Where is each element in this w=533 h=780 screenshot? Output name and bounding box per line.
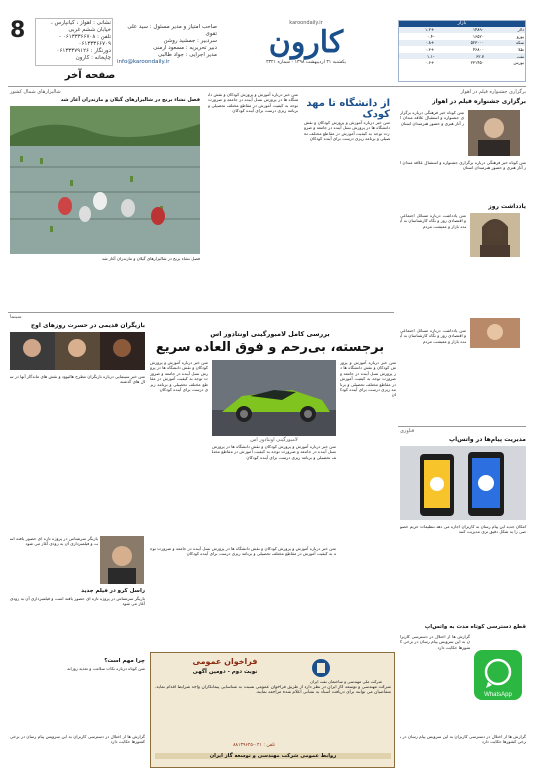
- market-cell-price: ۵۲۳۰۰۰: [435, 40, 485, 47]
- notice-org: شرکت ملی مهندسی و ساختمان نفت ایران: [310, 679, 382, 684]
- market-cell-price: ۱۶۵۲۰: [435, 33, 485, 40]
- article-body: متن خبر درباره آموزش و پرورش کودکان و نقش دانشگاه ها در پرورش نسل آینده در جامعه و ضرورت توجه به کیفیت آموزش در مقاطع مختلف تحصیلی و برنامه ریزی درست برای آینده کودکان: [340, 360, 396, 398]
- rice-field-photo: [10, 106, 200, 254]
- article-body: متن خبر سینمایی درباره بازیگران مطرح هالیوود و نقش های ماندگار آنها در سال های گذشته: [10, 374, 145, 385]
- page-title: صفحه آخر: [64, 70, 116, 81]
- phones-photo: [400, 446, 526, 520]
- article-body: متن کوتاه درباره نکات سلامت و تغذیه روزانه: [67, 666, 145, 671]
- article-body: بازیگر سرشناس در پروژه تازه ای حضور یافته است و فیلمبرداری آن به زودی آغاز می شود: [10, 596, 145, 607]
- article-body: امکان جدید این پیام رسان به کاربران اجازه می دهد تنظیمات حریم خصوصی را به شکل دقیق تری مدیریت کنند: [400, 524, 526, 535]
- header-rule: [8, 86, 526, 87]
- market-cell-price: ۲۳۱۴۵۰: [435, 59, 485, 66]
- article-headline: چرا مهم است؟: [104, 658, 145, 664]
- article-body: متن خبر درباره آموزش و پرورش کودکان و نقش دانشگاه ها در پرورش نسل آینده در جامعه و ضرورت توجه به کیفیت آموزش در مقاطع مختلف تحصیلی و برنامه ریزی درست برای آینده کودکان: [304, 120, 390, 142]
- market-cell-name: بورس: [485, 59, 525, 66]
- market-cell-change: +۰.۶: [399, 59, 435, 66]
- notice-title: فراخوان عمومی: [192, 657, 258, 666]
- staff-line: دبیر تحریریه : مسعود ارمنی: [153, 45, 217, 51]
- article-body: متن خبر درباره آموزش و پرورش کودکان و نقش دانشگاه ها در پرورش نسل آینده در جامعه و ضرورت توجه به کیفیت آموزش در مقاطع مختلف تحصیلی و برنامه ریزی درست برای آینده کودکان: [212, 444, 336, 460]
- article-body: متن خبر درباره آموزش و پرورش کودکان و نقش دانشگاه ها در پرورش نسل آینده در جامعه و ضرورت توجه به کیفیت آموزش در مقاطع مختلف تحصیلی و برنامه ریزی درست برای آینده کودکان: [150, 546, 336, 557]
- article-headline: مدیریت پیام‌ها در واتس‌اپ: [449, 436, 526, 443]
- russell-crowe-photo: [100, 536, 144, 584]
- whatsapp-logo-icon: [474, 650, 522, 700]
- market-row: [399, 59, 525, 66]
- staff-line: صاحب امتیاز و مدیر مسئول : سید علی تقوی: [127, 24, 217, 37]
- issue-line: یکشنبه ۳۱ اردیبهشت ۱۳۹۸ - شماره ۳۳۲۱: [266, 60, 346, 65]
- section-rule: [398, 426, 526, 427]
- market-cell-change: -۱.۱: [399, 53, 435, 60]
- market-cell-name: نفت: [485, 53, 525, 60]
- notice-footer: روابط عمومی شرکت مهندسی و توسعه گاز ایران: [155, 753, 391, 759]
- logo: کارون: [268, 25, 344, 60]
- article-body: بازیگر سرشناس در پروژه تازه ای حضور یافته است و فیلمبرداری آن به زودی آغاز می شود: [10, 536, 98, 547]
- portrait-illustration: [468, 110, 520, 156]
- market-cell-price: ۶۲.۷: [435, 53, 485, 60]
- market-cell-change: +۰.۸: [399, 40, 435, 47]
- headline: فصل نشاء برنج در شالیزارهای گیلان و مازندران آغاز شد: [60, 97, 200, 103]
- contact-line: دورنگار : ۰۶۱۳۳۳۷۹۱۲۶: [56, 48, 111, 54]
- photo-caption: لامبورگینی اونتادور اس: [250, 437, 298, 443]
- masthead: [232, 20, 380, 82]
- portrait-photo: [468, 110, 520, 156]
- feature-headline: برجسته، بی‌رحم و فوق العاده سریع: [155, 340, 385, 355]
- staff-line: مدیر اجرایی : جواد طالبی: [157, 52, 217, 58]
- article-body: متن کوتاه خبر فرهنگی درباره برگزاری جشنواره و استقبال علاقه مندان از آثار هنری و حضور هنرمندان استان: [400, 160, 526, 171]
- article-body: گزارش ها از اختلال در دسترسی کاربران به این سرویس پیام رسان در برخی کشورها حکایت دارد: [400, 634, 470, 650]
- contact-line: تلفن : ۰۶۱۳۳۳۶۶۷۰۸ - ۰۶۱۳۳۳۶۶۷۰۹: [59, 34, 111, 47]
- contact-box: [35, 18, 113, 66]
- market-cell-name: دلار: [485, 27, 525, 33]
- market-cell-name: یورو: [485, 33, 525, 40]
- portrait-illustration: [470, 318, 520, 348]
- market-row: [399, 46, 525, 53]
- portrait-illustration: [100, 536, 144, 584]
- article-body: متن خبر درباره آموزش و پرورش کودکان و نقش دانشگاه ها در پرورش نسل آینده در جامعه و ضرورت توجه به کیفیت آموزش در مقاطع مختلف تحصیلی و برنامه ریزی درست برای آینده کودکان: [208, 92, 298, 114]
- market-cell-change: +۱.۲: [399, 27, 435, 33]
- notice-body: شرکت مهندسی و توسعه گاز ایران در نظر دارد از طریق فراخوان عمومی نسبت به شناسایی پیمانکاران واجد شرایط اقدام نماید. متقاضیان می توانند برای دریافت اسناد به نشانی اعلام شده مراجعه نمایند.: [155, 685, 391, 696]
- actors-photo: [10, 332, 145, 370]
- notice-phone: تلفن : ۰۲۱-۸۸۱۳۹۶۲۵: [233, 743, 275, 748]
- article-headline: برگزاری جشنواره فیلم در اهواز: [432, 98, 526, 105]
- market-cell-change: +۰.۳: [399, 46, 435, 53]
- article-headline: بازیگران قدیمی در حسرت روزهای اوج: [30, 322, 145, 329]
- phones-illustration: [400, 446, 526, 520]
- market-row: [399, 33, 525, 40]
- rice-field-illustration: [10, 106, 200, 254]
- market-row: [399, 40, 525, 47]
- email[interactable]: info@karoondaily.ir: [117, 59, 170, 65]
- market-cell-price: ۱۴۸۹۰: [435, 27, 485, 33]
- market-cell-change: -۰.۴: [399, 33, 435, 40]
- car-illustration: [212, 360, 336, 436]
- article-body: متن یادداشت درباره مسائل اجتماعی و اقتصادی روز و نگاه کارشناسان به آینده بازار و معیشت مردم: [400, 328, 466, 344]
- market-row: [399, 53, 525, 60]
- section-label: شالیزارهای شمال کشور: [10, 89, 61, 95]
- site-url: karoondaily.ir: [289, 20, 323, 26]
- section-label: برگزاری جشنواره فیلم در اهواز: [460, 89, 526, 95]
- actors-illustration: [10, 332, 145, 370]
- photo-caption-text: فصل نشاء برنج در شالیزارهای گیلان و مازندران آغاز شد: [101, 256, 200, 261]
- article-headline: راسل کرو در فیلم جدید: [81, 588, 145, 594]
- article-body: گزارش ها از اختلال در دسترسی کاربران به این سرویس پیام رسان در برخی کشورها حکایت دارد: [400, 734, 526, 745]
- markets-box: [398, 20, 526, 82]
- section-label: فناوری: [400, 428, 415, 434]
- markets-title: بازار: [399, 21, 525, 27]
- company-logo-icon: [301, 657, 341, 679]
- svg-text:WhatsApp: WhatsApp: [484, 692, 512, 698]
- markets-table: [399, 27, 525, 67]
- article-headline: یادداشت روز: [488, 203, 526, 210]
- article-headline: قطع دسترسی کوتاه مدت به واتس‌اپ: [424, 624, 526, 630]
- feature-kicker: بررسی کامل لامبورگینی اونتادور اس: [210, 330, 330, 338]
- article-body: متن یادداشت درباره مسائل اجتماعی و اقتصادی روز و نگاه کارشناسان به آینده بازار و معیشت مردم: [400, 213, 466, 229]
- market-cell-name: طلا: [485, 46, 525, 53]
- portrait-photo-woman-2: [470, 318, 520, 348]
- portrait-photo-woman: [470, 213, 520, 257]
- portrait-illustration: [470, 213, 520, 257]
- notice-subtitle: نوبت دوم - دومین آگهی: [192, 669, 258, 675]
- public-notice: [150, 652, 395, 768]
- section-label: سینما: [10, 314, 22, 320]
- contact-line: چاپخانه : کارون: [75, 55, 111, 61]
- article-body: متن کوتاه خبر فرهنگی درباره برگزاری جشنواره و استقبال علاقه مندان از آثار هنری و حضور هنرمندان استان: [400, 110, 464, 126]
- section-rule: [8, 312, 394, 313]
- article-body: متن خبر درباره آموزش و پرورش کودکان و نقش دانشگاه ها در پرورش نسل آینده در جامعه و ضرورت توجه به کیفیت آموزش در مقاطع مختلف تحصیلی و برنامه ریزی درست برای آینده کودکان: [150, 360, 208, 393]
- article-body: گزارش ها از اختلال در دسترسی کاربران به این سرویس پیام رسان در برخی کشورها حکایت دارد: [10, 734, 145, 745]
- article-headline: از دانشگاه تا مهد کودک: [306, 98, 390, 120]
- lamborghini-photo: [212, 360, 336, 436]
- staff-line: سردبیر : جمشید روشن: [163, 38, 217, 44]
- contact-line: نشانی : اهواز ، کیانپارس ، خیابان ششم غربی: [50, 20, 111, 33]
- staff-box: [117, 24, 217, 82]
- market-cell-name: سکه: [485, 40, 525, 47]
- page-number: 8: [10, 18, 26, 43]
- market-cell-price: ۴۶۸۰۰: [435, 46, 485, 53]
